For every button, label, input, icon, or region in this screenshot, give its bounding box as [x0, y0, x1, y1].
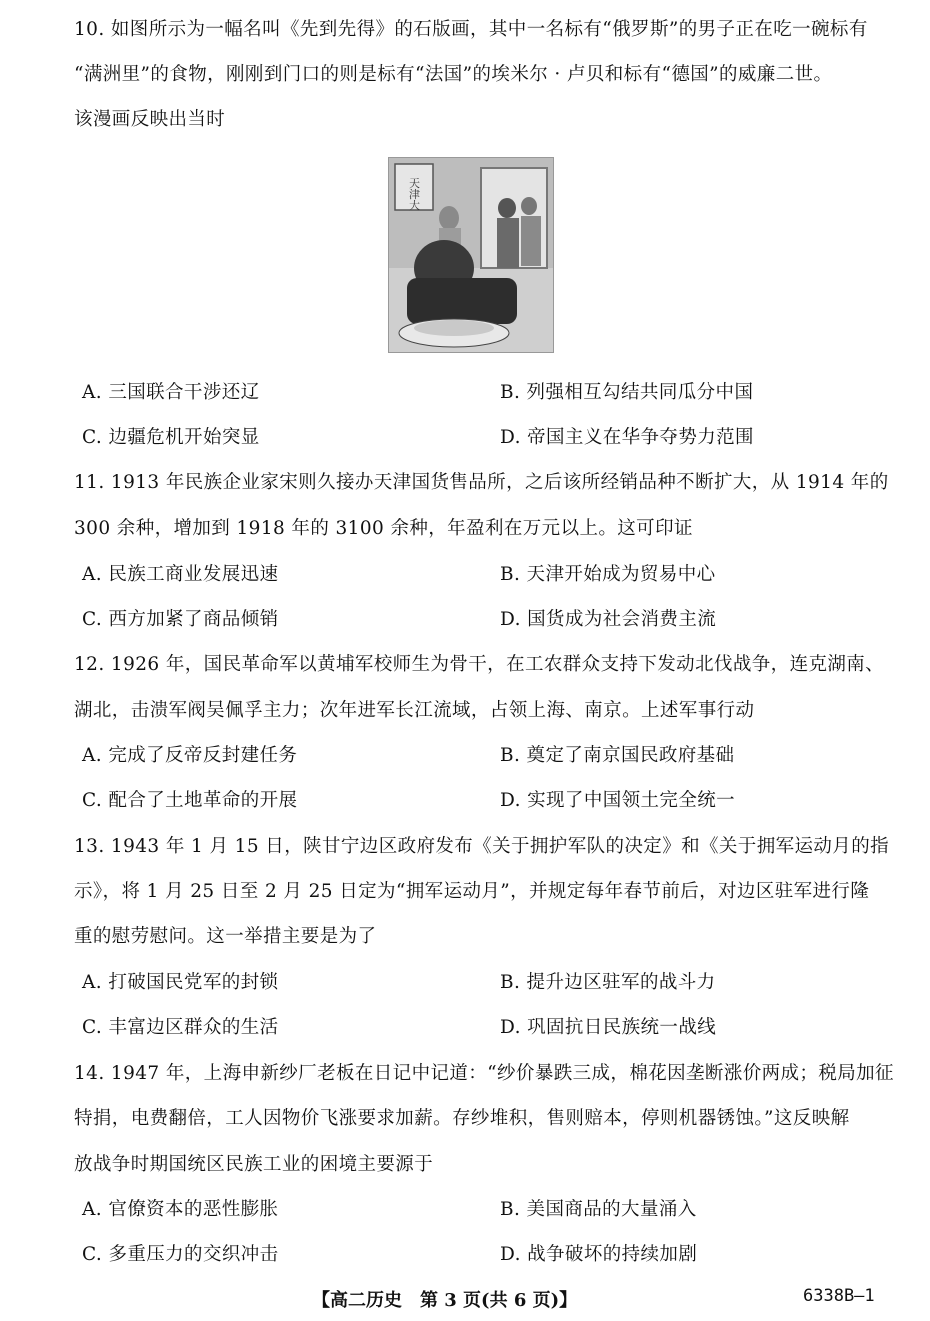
option-a[interactable]: A. 打破国民党军的封锁: [82, 972, 279, 993]
option-d[interactable]: D. 巩固抗日民族统一战线: [500, 1017, 717, 1038]
option-d[interactable]: D. 帝国主义在华争夺势力范围: [500, 427, 754, 448]
paper-code: 6338B—1: [803, 1286, 875, 1306]
page-footer-label: 【高二历史 第 3 页(共 6 页)】: [312, 1290, 578, 1311]
option-b[interactable]: B. 列强相互勾结共同瓜分中国: [500, 382, 754, 403]
question-stem-line: “满洲里”的食物，刚刚到门口的则是标有“法国”的埃米尔 · 卢贝和标有“德国”的威廉二世。: [74, 64, 833, 85]
option-d[interactable]: D. 国货成为社会消费主流: [500, 609, 717, 630]
option-c[interactable]: C. 多重压力的交织冲击: [82, 1244, 279, 1265]
question-stem-line: 14. 1947 年，上海申新纱厂老板在日记中记道：“纱价暴跌三成，棉花因垄断涨价两成；税局加征: [74, 1063, 894, 1084]
question-stem-line: 该漫画反映出当时: [74, 109, 226, 130]
option-c[interactable]: C. 西方加紧了商品倾销: [82, 609, 279, 630]
option-c[interactable]: C. 配合了土地革命的开展: [82, 790, 298, 811]
option-d[interactable]: D. 战争破坏的持续加剧: [500, 1244, 698, 1265]
option-b[interactable]: B. 奠定了南京国民政府基础: [500, 745, 735, 766]
option-b[interactable]: B. 提升边区驻军的战斗力: [500, 972, 716, 993]
question-stem-line: 10. 如图所示为一幅名叫《先到先得》的石版画，其中一名标有“俄罗斯”的男子正在吃一碗标有: [74, 19, 868, 40]
option-b[interactable]: B. 美国商品的大量涌入: [500, 1199, 697, 1220]
question-stem-line: 湖北，击溃军阀吴佩孚主力；次年进军长江流域，占领上海、南京。上述军事行动: [74, 700, 755, 721]
option-a[interactable]: A. 三国联合干涉还辽: [82, 382, 260, 403]
option-a[interactable]: A. 完成了反帝反封建任务: [82, 745, 298, 766]
option-c[interactable]: C. 边疆危机开始突显: [82, 427, 260, 448]
question-stem-line: 重的慰劳慰问。这一举措主要是为了: [74, 926, 377, 947]
option-b[interactable]: B. 天津开始成为贸易中心: [500, 564, 716, 585]
question-stem-line: 示》，将 1 月 25 日至 2 月 25 日定为“拥军运动月”，并规定每年春节前后，对边区驻军进行隆: [74, 881, 870, 902]
option-a[interactable]: A. 官僚资本的恶性膨胀: [82, 1199, 279, 1220]
lithograph-illustration: [388, 157, 554, 353]
option-d[interactable]: D. 实现了中国领土完全统一: [500, 790, 736, 811]
question-stem-line: 12. 1926 年，国民革命军以黄埔军校师生为骨干，在工农群众支持下发动北伐战争，连克湖南、: [74, 654, 885, 675]
option-a[interactable]: A. 民族工商业发展迅速: [82, 564, 279, 585]
figure-sign-text: 天津大: [407, 177, 421, 211]
question-stem-line: 特捐，电费翻倍，工人因物价飞涨要求加薪。存纱堆积，售则赔本，停则机器锈蚀。”这反映解: [74, 1108, 850, 1129]
question-stem-line: 13. 1943 年 1 月 15 日，陕甘宁边区政府发布《关于拥护军队的决定》和《关于拥军运动月的指: [74, 836, 889, 857]
question-stem-line: 11. 1913 年民族企业家宋则久接办天津国货售品所，之后该所经销品种不断扩大，从 1914 年的: [74, 472, 889, 493]
option-c[interactable]: C. 丰富边区群众的生活: [82, 1017, 279, 1038]
question-stem-line: 300 余种，增加到 1918 年的 3100 余种，年盈利在万元以上。这可印证: [74, 518, 693, 539]
question-stem-line: 放战争时期国统区民族工业的困境主要源于: [74, 1154, 434, 1175]
